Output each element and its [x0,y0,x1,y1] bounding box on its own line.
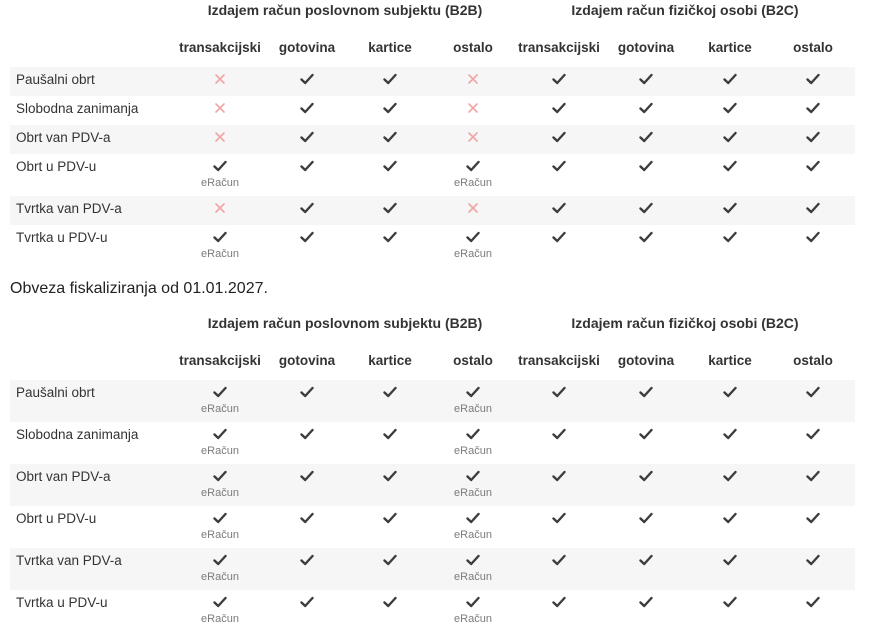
column-header-kartice-b2c: kartice [708,353,752,368]
table-cell [348,464,433,486]
check-icon [604,131,689,147]
check-icon [431,470,516,486]
table-row [10,96,855,125]
table-cell [178,225,263,261]
table-cell [771,96,856,118]
check-icon [771,160,856,176]
table-cell [178,125,263,147]
row-label: Slobodna zanimanja [16,101,139,116]
check-icon [771,386,856,402]
column-header-transakcijski-b2b: transakcijski [179,40,261,55]
table-cell [688,154,773,176]
check-icon [604,512,689,528]
eracun-note: eRačun [201,529,239,541]
column-header-transakcijski-b2b: transakcijski [179,353,261,368]
check-icon [688,386,773,402]
table-cell [178,506,263,542]
check-icon [348,428,433,444]
check-icon [265,73,350,89]
table-cell [431,590,516,626]
table-cell [348,380,433,402]
check-icon [604,596,689,612]
table-row [10,590,855,632]
check-icon [348,470,433,486]
table-cell [771,225,856,247]
group-header-b2b: Izdajem račun poslovnom subjektu (B2B) [207,2,483,18]
check-icon [348,554,433,570]
check-icon [348,131,433,147]
table-cell [348,225,433,247]
check-icon [688,73,773,89]
table-cell [431,196,516,218]
check-icon [265,554,350,570]
check-icon [604,554,689,570]
column-header-ostalo-b2c: ostalo [793,353,833,368]
check-icon [517,470,602,486]
check-icon [688,231,773,247]
table-cell [771,154,856,176]
check-icon [517,512,602,528]
table-cell [431,422,516,458]
table-cell [265,125,350,147]
check-icon [771,73,856,89]
table-cell [265,225,350,247]
table-cell [265,96,350,118]
column-header-transakcijski-b2c: transakcijski [518,40,600,55]
table-cell [178,422,263,458]
check-icon [265,231,350,247]
table-cell [771,422,856,444]
table-cell [604,464,689,486]
table-cell [604,422,689,444]
table-cell [348,548,433,570]
check-icon [265,512,350,528]
column-header-kartice-b2b: kartice [368,353,412,368]
table-cell [771,464,856,486]
check-icon [178,428,263,444]
table-cell [265,464,350,486]
table-cell [604,96,689,118]
table-cell [771,196,856,218]
table-cell [265,67,350,89]
column-header-kartice-b2b: kartice [368,40,412,55]
check-icon [265,160,350,176]
table-cell [265,590,350,612]
check-icon [688,596,773,612]
table-row [10,380,855,422]
row-label: Tvrtka u PDV-u [16,230,108,245]
row-label: Tvrtka u PDV-u [16,595,108,610]
check-icon [431,160,516,176]
check-icon [517,596,602,612]
table-cell [688,590,773,612]
table-cell [771,380,856,402]
column-header-gotovina-b2c: gotovina [617,40,675,55]
table-cell [688,225,773,247]
table-cell [517,96,602,118]
table-cell [604,225,689,247]
check-icon [517,428,602,444]
check-icon [517,386,602,402]
table-cell [688,464,773,486]
table-cell [688,380,773,402]
column-header-gotovina-b2b: gotovina [278,353,336,368]
table-cell [431,506,516,542]
eracun-note: eRačun [454,613,492,625]
table-row [10,154,855,196]
check-icon [771,554,856,570]
table-cell [688,67,773,89]
group-header-b2c: Izdajem račun fizičkoj osobi (B2C) [571,2,799,18]
table-cell [178,464,263,500]
eracun-note: eRačun [454,248,492,260]
check-icon [348,596,433,612]
check-icon [178,554,263,570]
table-cell [178,196,263,218]
check-icon [517,554,602,570]
check-icon [517,231,602,247]
cross-icon [178,131,263,147]
table-cell [517,380,602,402]
cross-icon [431,202,516,218]
check-icon [771,512,856,528]
check-icon [265,202,350,218]
table-cell [348,196,433,218]
check-icon [771,102,856,118]
check-icon [348,102,433,118]
check-icon [265,102,350,118]
row-label: Paušalni obrt [16,72,95,87]
eracun-note: eRačun [454,487,492,499]
eracun-note: eRačun [454,177,492,189]
table-cell [688,506,773,528]
table-row [10,422,855,464]
row-label: Obrt u PDV-u [16,511,97,526]
table-cell [348,506,433,528]
table-cell [178,380,263,416]
check-icon [178,160,263,176]
table-cell [265,422,350,444]
row-label: Tvrtka van PDV-a [16,553,122,568]
row-label: Slobodna zanimanja [16,427,139,442]
check-icon [517,160,602,176]
check-icon [688,554,773,570]
check-icon [431,231,516,247]
check-icon [517,73,602,89]
table-cell [348,154,433,176]
table-cell [517,196,602,218]
table-row [10,225,855,267]
table-cell [431,225,516,261]
table-cell [178,96,263,118]
table-cell [348,125,433,147]
table-cell [431,380,516,416]
table-row [10,67,855,96]
check-icon [688,512,773,528]
table-cell [604,67,689,89]
table-cell [265,196,350,218]
table-cell [604,380,689,402]
check-icon [771,428,856,444]
check-icon [604,386,689,402]
check-icon [771,470,856,486]
table-cell [431,154,516,190]
table-cell [348,96,433,118]
table-row [10,506,855,548]
table-cell [348,67,433,89]
table-cell [178,154,263,190]
table-cell [771,67,856,89]
check-icon [604,470,689,486]
cross-icon [178,73,263,89]
check-icon [688,102,773,118]
check-icon [178,596,263,612]
table-cell [771,506,856,528]
table-cell [688,196,773,218]
column-header-ostalo-b2c: ostalo [793,40,833,55]
table-cell [688,548,773,570]
eracun-note: eRačun [454,571,492,583]
check-icon [431,554,516,570]
row-label: Tvrtka van PDV-a [16,201,122,216]
table-cell [348,590,433,612]
table-cell [265,154,350,176]
eracun-note: eRačun [454,403,492,415]
table-cell [517,154,602,176]
eracun-note: eRačun [201,487,239,499]
table-cell [604,154,689,176]
cross-icon [178,102,263,118]
cross-icon [431,102,516,118]
table-row [10,548,855,590]
check-icon [431,596,516,612]
check-icon [178,231,263,247]
check-icon [431,428,516,444]
check-icon [348,512,433,528]
table-cell [604,506,689,528]
check-icon [348,386,433,402]
check-icon [688,160,773,176]
check-icon [604,102,689,118]
check-icon [688,470,773,486]
eracun-note: eRačun [201,613,239,625]
check-icon [604,202,689,218]
check-icon [265,386,350,402]
check-icon [604,428,689,444]
column-header-transakcijski-b2c: transakcijski [518,353,600,368]
column-header-gotovina-b2b: gotovina [278,40,336,55]
check-icon [265,596,350,612]
table-cell [688,422,773,444]
table-cell [517,506,602,528]
check-icon [178,512,263,528]
table-cell [265,380,350,402]
check-icon [265,428,350,444]
table-cell [517,590,602,612]
column-header-ostalo-b2b: ostalo [453,353,493,368]
check-icon [431,386,516,402]
check-icon [688,202,773,218]
table-cell [517,225,602,247]
table-cell [771,125,856,147]
check-icon [771,231,856,247]
table-cell [604,125,689,147]
check-icon [604,73,689,89]
table-cell [604,196,689,218]
table-row [10,125,855,154]
check-icon [178,386,263,402]
table-cell [178,67,263,89]
table-cell [431,464,516,500]
table-cell [178,548,263,584]
row-label: Paušalni obrt [16,385,95,400]
row-label: Obrt u PDV-u [16,159,97,174]
table-cell [517,548,602,570]
check-icon [348,160,433,176]
check-icon [348,231,433,247]
column-header-ostalo-b2b: ostalo [453,40,493,55]
check-icon [771,596,856,612]
eracun-note: eRačun [201,571,239,583]
group-header-b2b: Izdajem račun poslovnom subjektu (B2B) [207,315,483,331]
check-icon [431,512,516,528]
check-icon [604,160,689,176]
table-cell [771,590,856,612]
cross-icon [431,131,516,147]
check-icon [517,202,602,218]
check-icon [265,470,350,486]
table-cell [688,96,773,118]
table-cell [431,67,516,89]
eracun-note: eRačun [454,445,492,457]
table-row [10,196,855,225]
table-cell [431,125,516,147]
table-cell [431,96,516,118]
table-cell [265,506,350,528]
row-label: Obrt van PDV-a [16,469,111,484]
eracun-note: eRačun [201,445,239,457]
check-icon [348,202,433,218]
group-header-b2c: Izdajem račun fizičkoj osobi (B2C) [571,315,799,331]
check-icon [265,131,350,147]
section-heading-2027: Obveza fiskaliziranja od 01.01.2027. [10,280,268,297]
check-icon [771,131,856,147]
check-icon [517,131,602,147]
table-rows [10,380,855,632]
table-cell [517,422,602,444]
table-cell [348,422,433,444]
check-icon [178,470,263,486]
cross-icon [431,73,516,89]
table-cell [265,548,350,570]
eracun-note: eRačun [201,403,239,415]
table-rows [10,67,855,267]
row-label: Obrt van PDV-a [16,130,111,145]
column-header-kartice-b2c: kartice [708,40,752,55]
table-cell [431,548,516,584]
table-row [10,464,855,506]
check-icon [688,131,773,147]
eracun-note: eRačun [201,177,239,189]
table-cell [517,464,602,486]
table-cell [517,125,602,147]
table-cell [604,590,689,612]
check-icon [348,73,433,89]
check-icon [517,102,602,118]
check-icon [688,428,773,444]
column-header-gotovina-b2c: gotovina [617,353,675,368]
table-cell [178,590,263,626]
table-cell [771,548,856,570]
eracun-note: eRačun [454,529,492,541]
table-cell [688,125,773,147]
check-icon [604,231,689,247]
cross-icon [178,202,263,218]
eracun-note: eRačun [201,248,239,260]
table-cell [517,67,602,89]
table-cell [604,548,689,570]
check-icon [771,202,856,218]
